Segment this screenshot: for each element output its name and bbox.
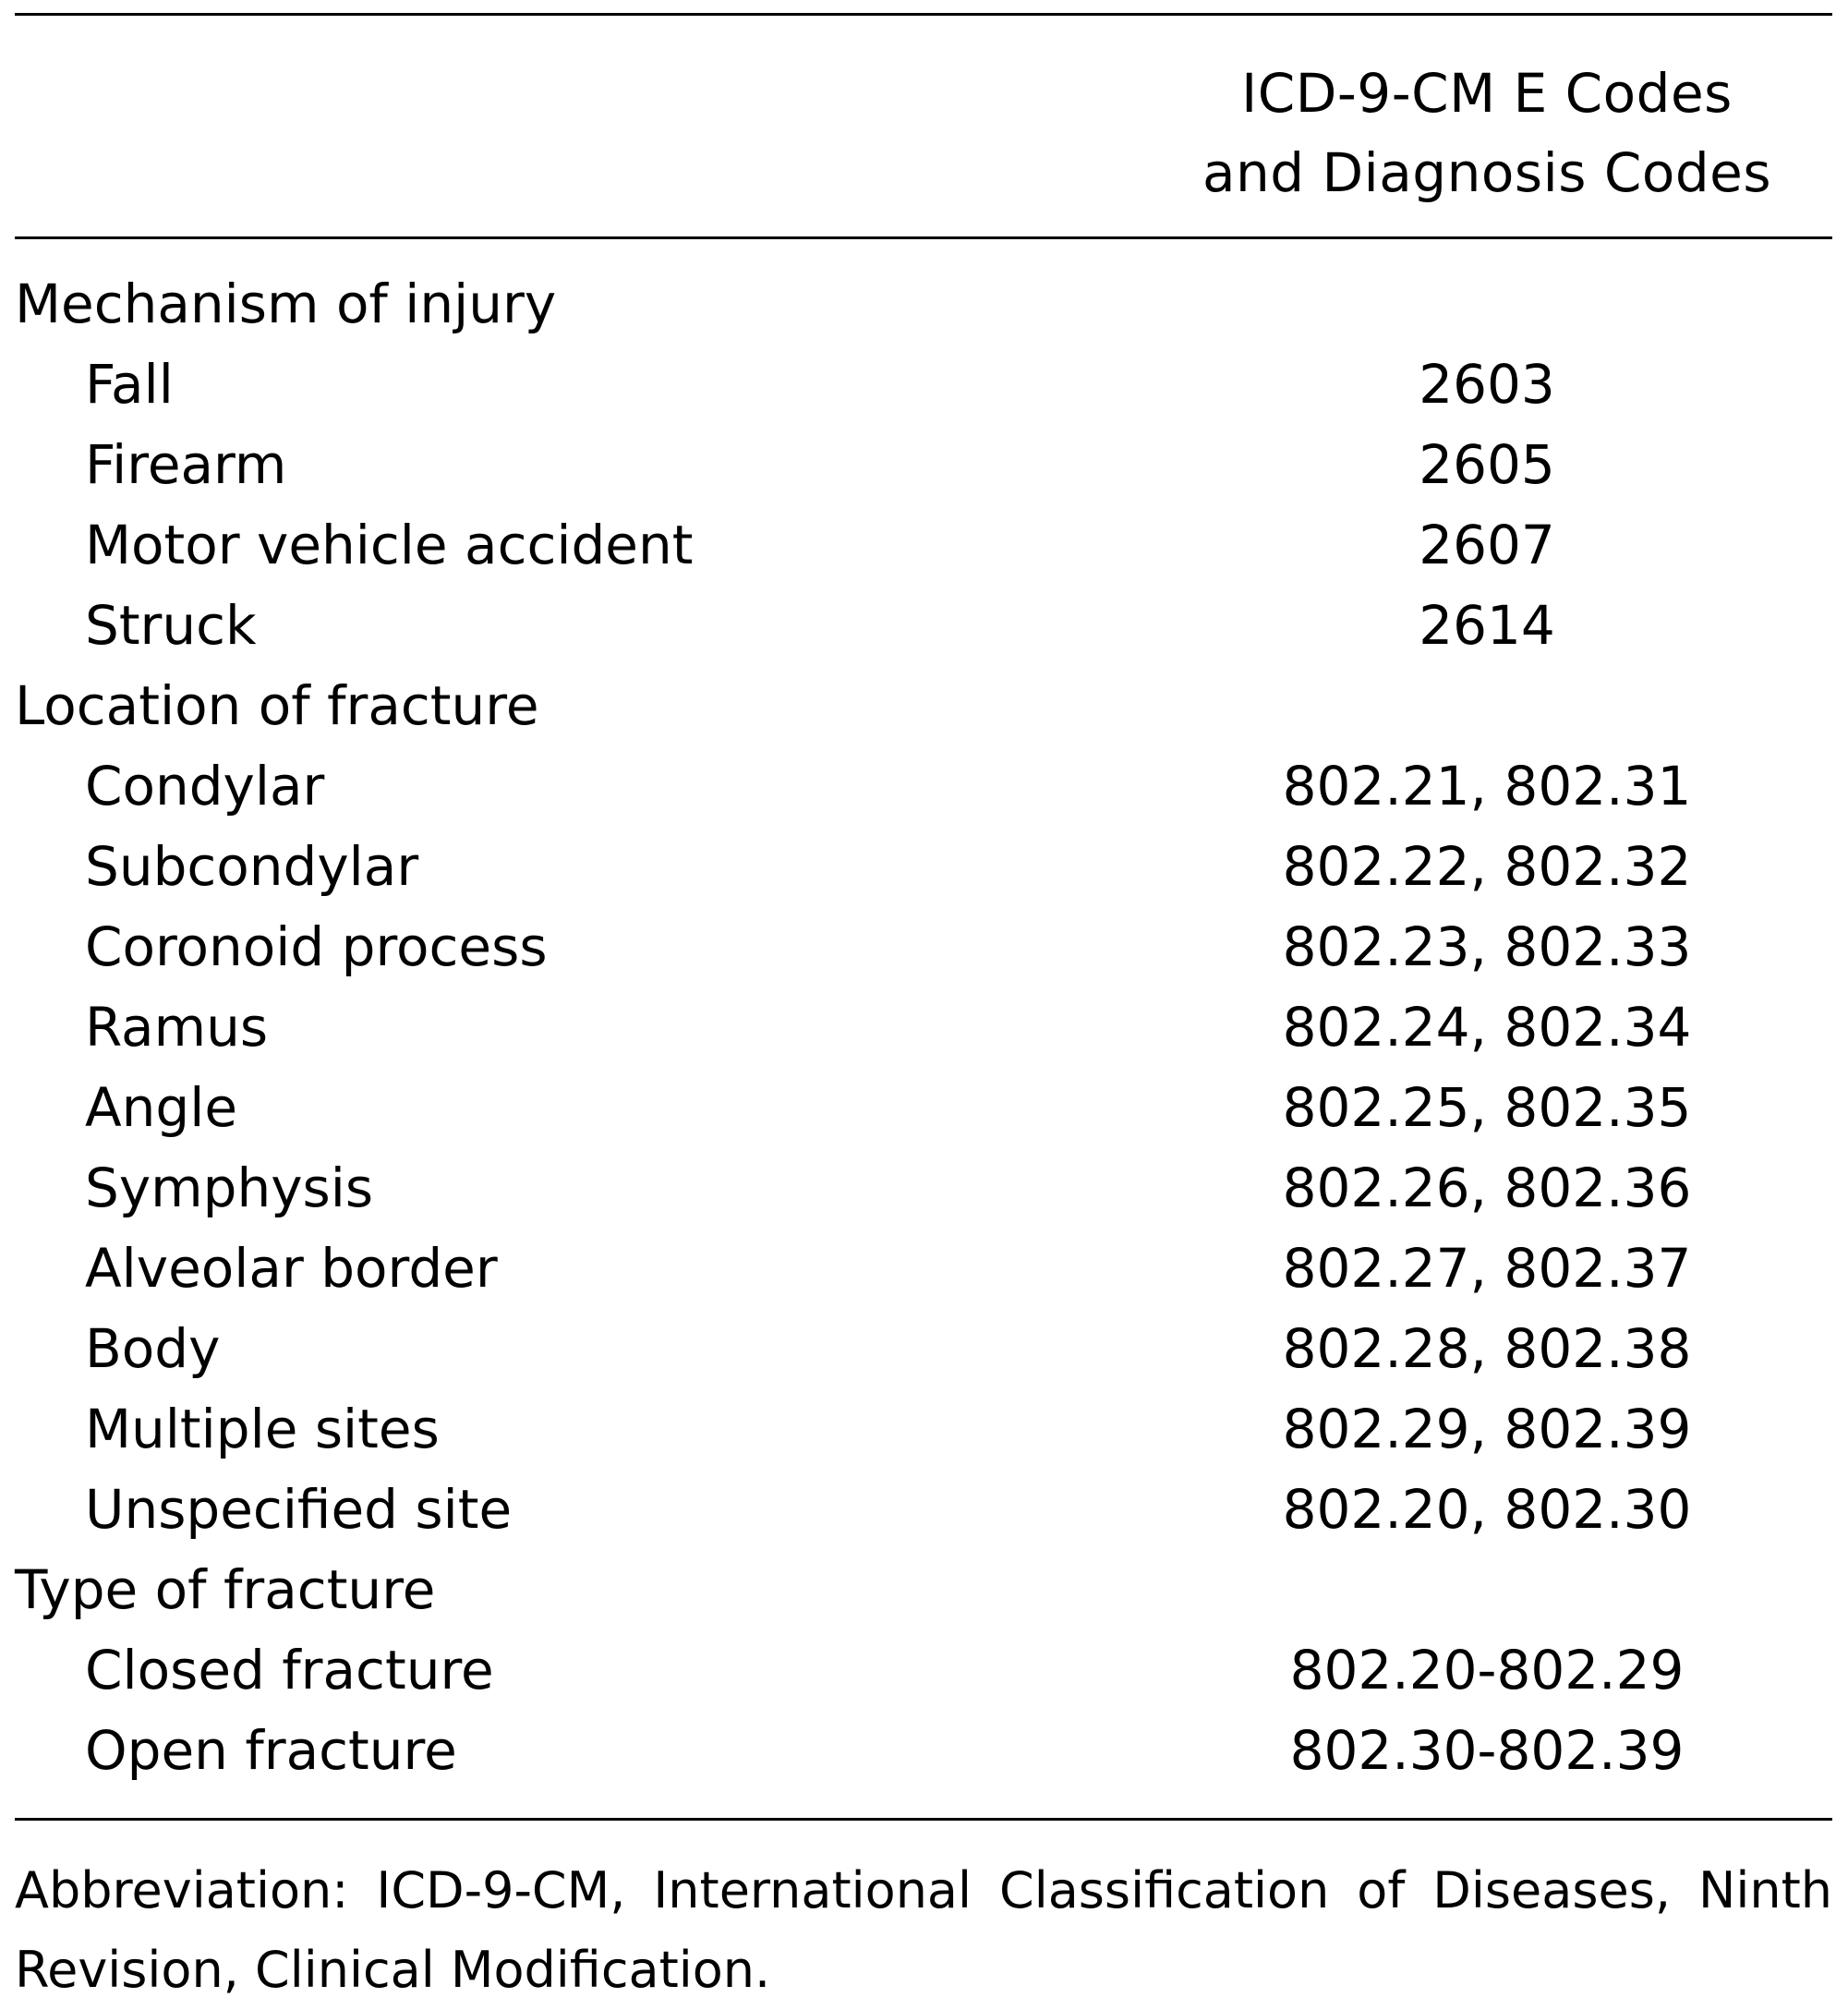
row-code: 802.25, 802.35	[1282, 1076, 1692, 1139]
table-row	[0, 1389, 1848, 1470]
section-heading-row	[0, 666, 1848, 746]
row-label: Struck	[85, 594, 257, 657]
row-label: Fall	[85, 353, 174, 416]
table-row	[0, 1711, 1848, 1791]
table-row	[0, 1630, 1848, 1711]
row-code: 802.30-802.39	[1289, 1719, 1685, 1782]
section-title: Location of fracture	[15, 674, 539, 737]
table-row	[0, 505, 1848, 586]
table-row	[0, 827, 1848, 907]
table-footnote: Abbreviation: ICD-9-CM, International Classification of Diseases, Ninth Revision, Clinical Modification.	[15, 1861, 1832, 1999]
table-header-rule	[15, 236, 1832, 239]
table-row	[0, 345, 1848, 425]
row-label: Motor vehicle accident	[85, 514, 694, 576]
row-code: 2607	[1419, 514, 1555, 576]
section-heading-row	[0, 1550, 1848, 1630]
row-label: Subcondylar	[85, 835, 419, 898]
row-label: Body	[85, 1317, 221, 1380]
row-code: 802.24, 802.34	[1282, 996, 1692, 1059]
table-top-rule	[15, 13, 1832, 16]
row-label: Ramus	[85, 996, 269, 1059]
table-row	[0, 1229, 1848, 1309]
table-row	[0, 586, 1848, 666]
row-label: Closed fracture	[85, 1639, 494, 1701]
column-header-line1: ICD-9-CM E Codes	[1241, 62, 1733, 125]
row-label: Multiple sites	[85, 1398, 440, 1460]
table-row	[0, 987, 1848, 1068]
table-row	[0, 425, 1848, 505]
section-title: Mechanism of injury	[15, 272, 557, 335]
row-code: 802.21, 802.31	[1282, 755, 1692, 817]
table-row	[0, 1470, 1848, 1550]
row-code: 802.20-802.29	[1289, 1639, 1685, 1701]
section-title: Type of fracture	[15, 1558, 436, 1621]
row-code: 2605	[1419, 433, 1555, 496]
row-label: Open fracture	[85, 1719, 457, 1782]
row-label: Coronoid process	[85, 915, 548, 978]
row-code: 802.22, 802.32	[1282, 835, 1692, 898]
row-label: Alveolar border	[85, 1237, 498, 1300]
table-row	[0, 1148, 1848, 1229]
row-label: Unspecified site	[85, 1478, 513, 1541]
table-row	[0, 907, 1848, 987]
row-label: Angle	[85, 1076, 238, 1139]
row-label: Firearm	[85, 433, 287, 496]
table-row	[0, 746, 1848, 827]
row-label: Symphysis	[85, 1156, 374, 1219]
table-row	[0, 1068, 1848, 1148]
row-code: 2614	[1419, 594, 1555, 657]
table-row	[0, 1309, 1848, 1389]
row-label: Condylar	[85, 755, 325, 817]
row-code: 802.27, 802.37	[1282, 1237, 1692, 1300]
column-header-line2: and Diagnosis Codes	[1202, 141, 1772, 204]
row-code: 802.20, 802.30	[1282, 1478, 1692, 1541]
row-code: 802.28, 802.38	[1282, 1317, 1692, 1380]
section-heading-row	[0, 264, 1848, 345]
row-code: 2603	[1419, 353, 1555, 416]
table-bottom-rule	[15, 1818, 1832, 1821]
column-header	[1136, 54, 1838, 212]
row-code: 802.23, 802.33	[1282, 915, 1692, 978]
table-body	[0, 264, 1848, 1791]
row-code: 802.29, 802.39	[1282, 1398, 1692, 1460]
row-code: 802.26, 802.36	[1282, 1156, 1692, 1219]
